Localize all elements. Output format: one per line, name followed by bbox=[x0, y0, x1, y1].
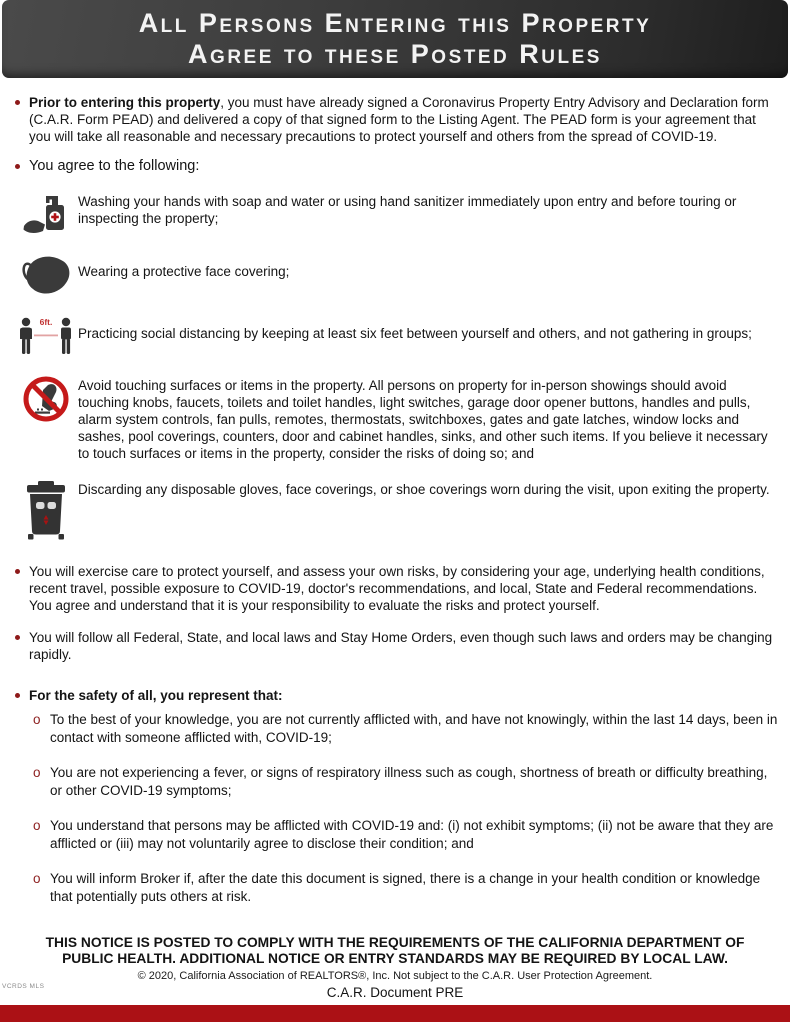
trash-bin-icon bbox=[14, 478, 78, 541]
representations-heading: For the safety of all, you represent that: bbox=[29, 688, 283, 703]
rule-row-distance bbox=[14, 313, 780, 360]
rule-text-distance: Practicing social distancing by keeping at least six feet between yourself and others, and not gathering in groups; bbox=[78, 326, 752, 341]
document-id: C.A.R. Document PRE bbox=[326, 985, 464, 1000]
rule-row-discard bbox=[14, 478, 780, 541]
representation-text-1: To the best of your knowledge, you are not currently afflicted with, and have not knowingly, within the last 14 days, been in contact with someone afflicted with, COVID-19; bbox=[50, 712, 778, 745]
page-title bbox=[139, 8, 652, 70]
copyright-line: © 2020, California Association of REALTORS®, Inc. Not subject to the C.A.R. User Protection Agreement. bbox=[137, 970, 653, 982]
representation-item bbox=[29, 817, 780, 852]
follow-laws-text: You will follow all Federal, State, and local laws and Stay Home Orders, even though such laws and orders may be changing rapidly. bbox=[29, 630, 773, 662]
representation-item bbox=[29, 870, 780, 905]
rule-row-no-touch bbox=[14, 374, 780, 462]
bullet-dot bbox=[15, 164, 20, 169]
intro-rest-text: , you must have already signed a Coronavirus Property Entry Advisory and Declaration form (C.A.R. Form PEAD) and delivered a copy of that signed form to the Listing Agent. The PEAD form is your agreement that you will take all reasonable and necessary precautions to protect yourself and others from the spread of COVID-19. bbox=[29, 95, 769, 144]
bullet-follow-laws bbox=[14, 629, 780, 663]
closing-section bbox=[14, 563, 780, 905]
bullet-dot bbox=[15, 635, 20, 640]
bullet-dot bbox=[15, 569, 20, 574]
bottom-red-bar bbox=[0, 1005, 790, 1022]
document-footer bbox=[0, 935, 790, 1024]
distance-label: 6ft. bbox=[39, 317, 53, 327]
bullet-dot bbox=[15, 100, 20, 105]
o-marker: o bbox=[33, 712, 41, 727]
rule-text-mask: Wearing a protective face covering; bbox=[78, 264, 290, 279]
mls-code: VCRDS MLS bbox=[2, 983, 45, 990]
o-marker: o bbox=[33, 818, 41, 833]
bullet-exercise-care bbox=[14, 563, 780, 614]
agree-text: You agree to the following: bbox=[29, 158, 200, 174]
rule-row-sanitizer bbox=[14, 190, 780, 239]
representation-item bbox=[29, 764, 780, 799]
document-body bbox=[0, 78, 790, 905]
no-touch-icon bbox=[14, 374, 78, 423]
page-title-line-1: All Persons Entering this Property bbox=[138, 8, 652, 38]
page-title-line-2: Agree to these Posted Rules bbox=[188, 39, 602, 69]
intro-bullet-prior bbox=[14, 94, 780, 145]
representation-text-4: You will inform Broker if, after the date this document is signed, there is a change in your health condition or knowledge that potentially puts others at risk. bbox=[50, 871, 761, 904]
intro-bold-text: Prior to entering this property bbox=[29, 95, 221, 110]
bullet-safety-representations bbox=[14, 687, 780, 905]
o-marker: o bbox=[33, 765, 41, 780]
hand-sanitizer-icon bbox=[14, 190, 78, 239]
exercise-care-text: You will exercise care to protect yourself, and assess your own risks, by considering your age, underlying health conditions, recent travel, possible exposure to COVID-19, doctor's recommendations, and local, State and Federal recommendations. You agree and understand that it is your responsibility to evaluate the risks and protect yourself. bbox=[29, 564, 765, 613]
footer-notice: THIS NOTICE IS POSTED TO COMPLY WITH THE REQUIREMENTS OF THE CALIFORNIA DEPARTMENT OF PUBLIC HEALTH. ADDITIONAL NOTICE OR ENTRY STANDARDS MAY BE REQUIRED BY LOCAL LAW. bbox=[45, 935, 745, 966]
intro-bullet-agree bbox=[14, 158, 780, 175]
rule-row-mask bbox=[14, 251, 780, 300]
face-mask-icon bbox=[14, 251, 78, 300]
o-marker: o bbox=[33, 871, 41, 886]
rule-text-sanitizer: Washing your hands with soap and water or using hand sanitizer immediately upon entry and before touring or inspecting the property; bbox=[78, 194, 737, 226]
bullet-dot bbox=[15, 693, 20, 698]
representations-list bbox=[29, 711, 780, 905]
rule-text-discard: Discarding any disposable gloves, face coverings, or shoe coverings worn during the visit, upon exiting the property. bbox=[78, 482, 770, 497]
representation-text-2: You are not experiencing a fever, or signs of respiratory illness such as cough, shortness of breath or difficulty breathing, or other COVID-19 symptoms; bbox=[50, 765, 768, 798]
representation-item bbox=[29, 711, 780, 746]
social-distance-icon bbox=[14, 313, 78, 360]
representation-text-3: You understand that persons may be afflicted with COVID-19 and: (i) not exhibit symptoms; (ii) not be aware that they are afflicted or (iii) may not voluntarily agree to disclose their condition; and bbox=[50, 818, 774, 851]
rule-text-no-touch: Avoid touching surfaces or items in the property. All persons on property for in-person showings should avoid touching knobs, faucets, toilets and toilet handles, light switches, garage door opener buttons, handles and pulls, alarm system controls, fan pulls, remotes, thermostats, switchboxes, gates and gate latches, window locks and sashes, pool coverings, counters, door and cabinet handles, sinks, and other such items. If you believe it necessary to touch surfaces or items in the property, consider the risks of doing so; and bbox=[78, 378, 768, 461]
header-banner bbox=[2, 0, 788, 78]
